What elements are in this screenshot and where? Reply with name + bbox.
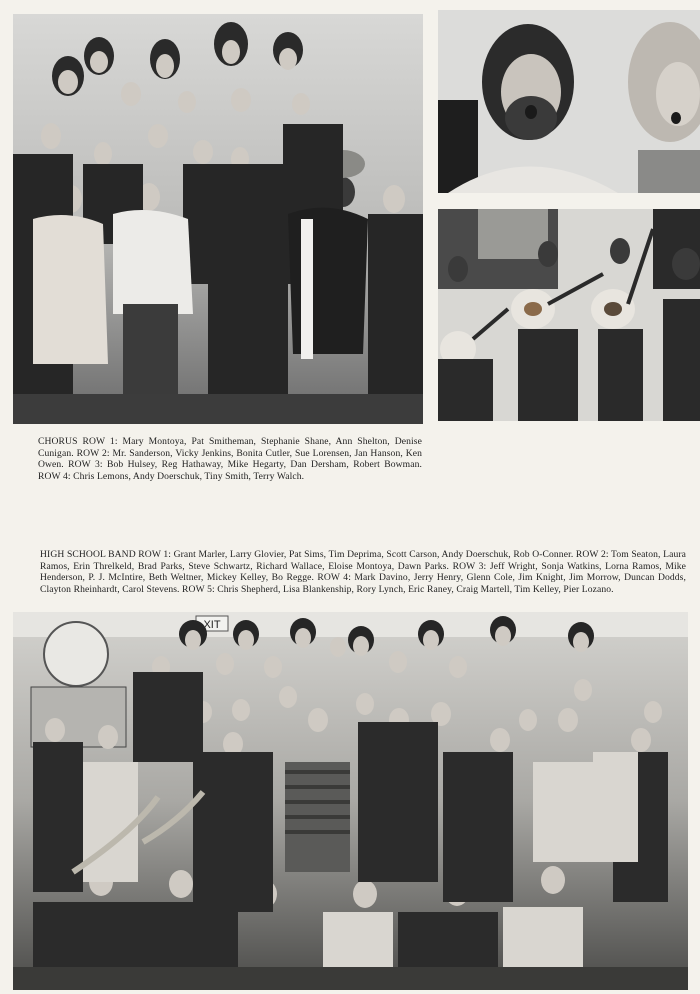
- exit-sign-text: XIT: [203, 619, 221, 631]
- band-caption: [40, 549, 686, 595]
- chorus-caption-text: CHORUS ROW 1: Mary Montoya, Pat Smitheman, Stephanie Shane, Ann Shelton, Denise Cunigan. ROW 2: Mr. Sanderson, Vicky Jenkins, Bonita Cutler, Sue Lorensen, Jan Hanson, Ken Owen. ROW 3: Bob Hulsey, Reg Hathaway, Mike Hegarty, Dan Dersham, Robert Bowman. ROW 4: Chris Lemons, Andy Doerschuk, Tiny Smith, Terry Walch.: [38, 436, 422, 482]
- singers-photo-image: [438, 10, 700, 193]
- chorus-group-photo: [13, 14, 423, 424]
- band-group-photo: [13, 612, 688, 990]
- guitar-photo-image: [438, 209, 700, 421]
- singers-closeup-photo: [438, 10, 700, 193]
- chorus-photo-image: [13, 14, 423, 424]
- band-photo-image: [13, 612, 688, 990]
- chorus-caption: [38, 436, 422, 482]
- guitar-players-photo: [438, 209, 700, 421]
- band-caption-text: HIGH SCHOOL BAND ROW 1: Grant Marler, Larry Glovier, Pat Sims, Tim Deprima, Scott Carson, Andy Doerschuk, Rob O-Conner. ROW 2: Tom Seaton, Laura Ramos, Erin Threlkeld, Brad Parks, Steve Schwartz, Richard Wallace, Eloise Montoya, Dawn Parks. ROW 3: Jeff Wright, Sonja Watkins, Lorna Ramos, Mike Henderson, P. J. McIntire, Beth Weltner, Mickey Kelley, Bo Regge. ROW 4: Mark Davino, Jerry Henry, Glenn Cole, Jim Knight, Jim Morrow, Duncan Dodds, Clayton Rheinhardt, Carol Stevens. ROW 5: Chris Shepherd, Lisa Blankenship, Rory Lynch, Eric Raney, Craig Martell, Tim Kelley, Pier Lozano.: [40, 549, 686, 595]
